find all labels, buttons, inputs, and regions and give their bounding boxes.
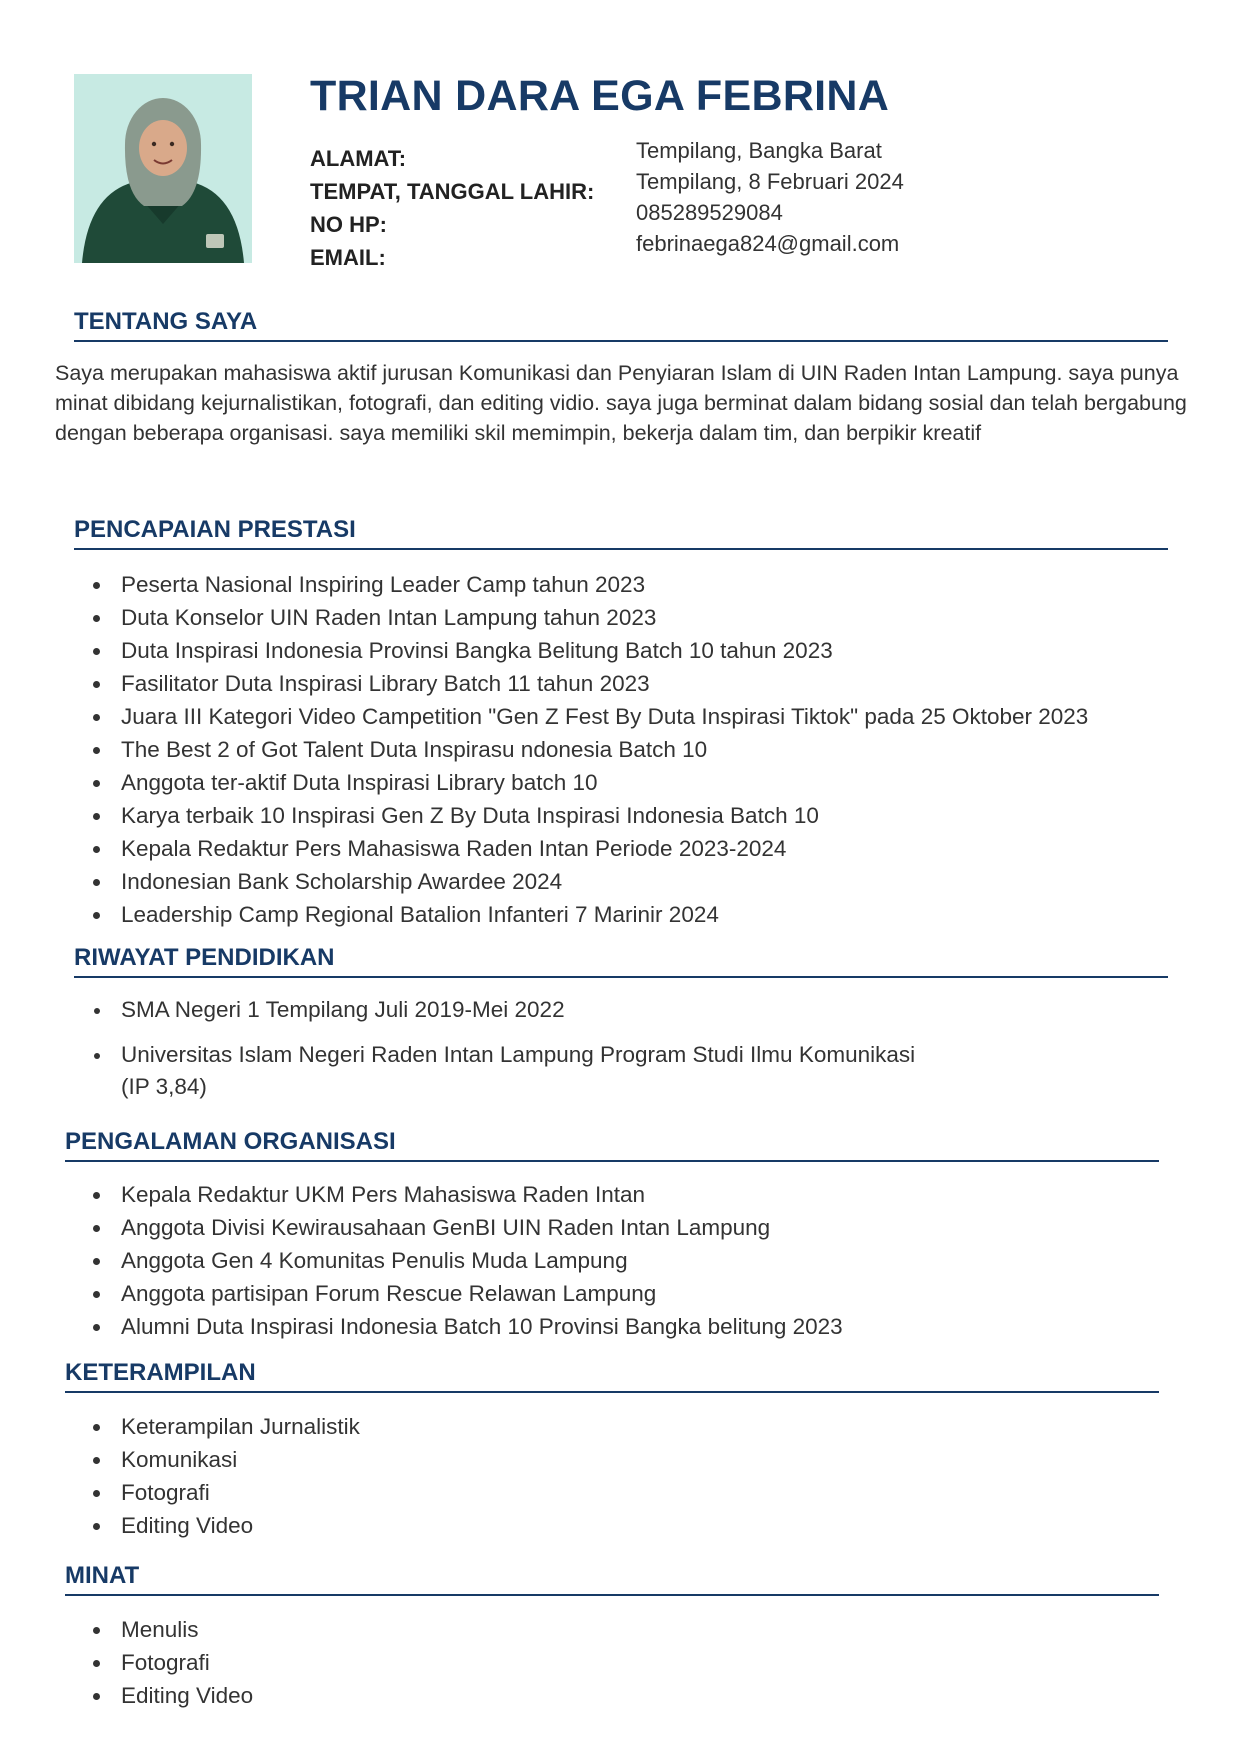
- list-item: Komunikasi: [74, 1443, 360, 1476]
- list-item: Fasilitator Duta Inspirasi Library Batch 11 tahun 2023: [74, 667, 1088, 700]
- list-item: Keterampilan Jurnalistik: [74, 1410, 360, 1443]
- list-item: Duta Konselor UIN Raden Intan Lampung tahun 2023: [74, 601, 1088, 634]
- list-item: [74, 1039, 915, 1103]
- education-title: RIWAYAT PENDIDIKAN: [74, 944, 335, 971]
- info-labels: [310, 142, 594, 274]
- organizations-divider: [65, 1160, 1159, 1162]
- list-item: [74, 994, 915, 1026]
- list-item: The Best 2 of Got Talent Duta Inspirasu ndonesia Batch 10: [74, 733, 1088, 766]
- list-item: Editing Video: [74, 1679, 253, 1712]
- skills-divider: [65, 1391, 1159, 1393]
- phone-label: NO HP:: [310, 212, 387, 237]
- list-item: Menulis: [74, 1613, 253, 1646]
- list-item: Kepala Redaktur Pers Mahasiswa Raden Intan Periode 2023-2024: [74, 832, 1088, 865]
- about-title: TENTANG SAYA: [74, 308, 258, 335]
- list-item: Kepala Redaktur UKM Pers Mahasiswa Raden Intan: [74, 1178, 843, 1211]
- profile-photo: [74, 74, 252, 263]
- list-item: Anggota partisipan Forum Rescue Relawan Lampung: [74, 1277, 843, 1310]
- education-item-2-line-1: Universitas Islam Negeri Raden Intan Lampung Program Studi Ilmu Komunikasi: [121, 1042, 916, 1067]
- list-item: Fotografi: [74, 1646, 253, 1679]
- achievements-divider: [74, 548, 1168, 550]
- phone-value: 085289529084: [636, 200, 783, 225]
- info-values: [636, 135, 904, 259]
- interests-title: MINAT: [65, 1562, 140, 1589]
- interests-divider: [65, 1594, 1159, 1596]
- skills-title: KETERAMPILAN: [65, 1359, 256, 1386]
- education-item-2-line-2: (IP 3,84): [121, 1074, 207, 1099]
- education-divider: [74, 976, 1168, 978]
- list-item: Anggota Divisi Kewirausahaan GenBI UIN Raden Intan Lampung: [74, 1211, 843, 1244]
- list-item: Karya terbaik 10 Inspirasi Gen Z By Duta Inspirasi Indonesia Batch 10: [74, 799, 1088, 832]
- achievements-list: [74, 568, 1088, 931]
- email-value: febrinaega824@gmail.com: [636, 231, 900, 256]
- email-label: EMAIL:: [310, 245, 386, 270]
- birth-value: Tempilang, 8 Februari 2024: [636, 169, 904, 194]
- list-item: Anggota ter-aktif Duta Inspirasi Library batch 10: [74, 766, 1088, 799]
- address-value: Tempilang, Bangka Barat: [636, 138, 882, 163]
- organizations-list: [74, 1178, 843, 1343]
- profile-name: TRIAN DARA EGA FEBRINA: [310, 72, 890, 120]
- list-item: Peserta Nasional Inspiring Leader Camp tahun 2023: [74, 568, 1088, 601]
- list-item: Indonesian Bank Scholarship Awardee 2024: [74, 865, 1088, 898]
- skills-list: [74, 1410, 360, 1542]
- list-item: Anggota Gen 4 Komunitas Penulis Muda Lampung: [74, 1244, 843, 1277]
- list-item: Editing Video: [74, 1509, 360, 1542]
- about-divider: [74, 340, 1168, 342]
- address-label: ALAMAT:: [310, 146, 407, 171]
- about-text: Saya merupakan mahasiswa aktif jurusan Komunikasi dan Penyiaran Islam di UIN Raden Intan Lampung. saya punya minat dibidang kejurnalistikan, fotografi, dan editing vidio. saya juga berminat dalam bidang sosial dan telah bergabung dengan beberapa organisasi. saya memiliki skil memimpin, bekerja dalam tim, dan berpikir kreatif: [55, 361, 1187, 445]
- list-item: Alumni Duta Inspirasi Indonesia Batch 10 Provinsi Bangka belitung 2023: [74, 1310, 843, 1343]
- list-item: Juara III Kategori Video Campetition "Gen Z Fest By Duta Inspirasi Tiktok" pada 25 Oktober 2023: [74, 700, 1088, 733]
- birth-label: TEMPAT, TANGGAL LAHIR:: [310, 179, 595, 204]
- list-item: Duta Inspirasi Indonesia Provinsi Bangka Belitung Batch 10 tahun 2023: [74, 634, 1088, 667]
- interests-list: [74, 1613, 253, 1712]
- achievements-title: PENCAPAIAN PRESTASI: [74, 516, 356, 543]
- list-item: Fotografi: [74, 1476, 360, 1509]
- organizations-title: PENGALAMAN ORGANISASI: [65, 1128, 396, 1155]
- list-item: Leadership Camp Regional Batalion Infanteri 7 Marinir 2024: [74, 898, 1088, 931]
- education-list: [74, 994, 915, 1103]
- education-item-1: SMA Negeri 1 Tempilang Juli 2019-Mei 2022: [121, 997, 565, 1022]
- profile-photo-illustration: [74, 74, 252, 263]
